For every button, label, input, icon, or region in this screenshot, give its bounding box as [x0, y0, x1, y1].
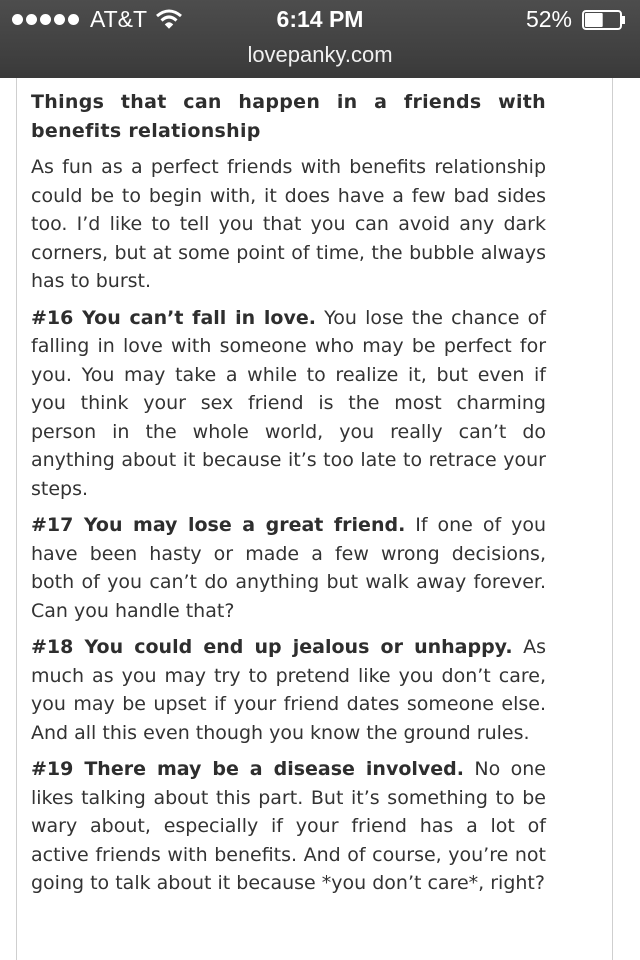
list-item	[31, 633, 546, 747]
item-text: As much as you may try to pretend like you don’t care, you may be upset if your friend dates someone else. And all this even though you know the ground rules.	[31, 636, 547, 744]
item-title: #16 You can’t fall in love.	[31, 306, 316, 329]
item-text: You lose the chance of falling in love with someone who may be perfect for you. You may take a while to realize it, but even if you think your sex friend is the most charming person in the whole world, you really can’t do anything about it because it’s too late to retrace your steps.	[31, 306, 546, 500]
content-left-border	[16, 78, 17, 960]
item-title: #17 You may lose a great friend.	[31, 514, 406, 536]
item-title: #19 There may be a disease involved.	[31, 758, 464, 780]
content-right-border	[612, 78, 613, 960]
clock-time: 6:14 PM	[276, 6, 364, 32]
battery-percent: 52%	[525, 6, 572, 32]
list-item	[31, 511, 546, 625]
page-content	[0, 78, 640, 960]
item-text: If one of you have been hasty or made a few wrong decisions, both of you can’t do anything but walk away forever. Can you handle that?	[31, 514, 546, 622]
intro-paragraph: As fun as a perfect friends with benefits relationship could be to begin with, it does have a few bad sides too. I’d like to tell you that you can avoid any dark corners, but at some point of time, the bubble always has to burst.	[31, 156, 546, 292]
address-bar-url[interactable]: lovepanky.com	[247, 42, 393, 67]
list-item	[31, 304, 546, 504]
carrier-name: AT&T	[90, 6, 148, 32]
browser-top-bar	[0, 0, 640, 78]
article-body	[31, 88, 546, 906]
section-heading: Things that can happen in a friends with benefits relationship	[31, 91, 546, 142]
list-item	[31, 755, 546, 898]
item-title: #18 You could end up jealous or unhappy.	[31, 636, 513, 658]
status-bar	[0, 0, 640, 40]
item-text: No one likes talking about this part. But it’s something to be wary about, especially if your friend has a lot of active friends with benefits. And of course, you’re not going to talk about it because *you don’t care*, right?	[31, 758, 546, 894]
battery-icon	[582, 10, 626, 30]
